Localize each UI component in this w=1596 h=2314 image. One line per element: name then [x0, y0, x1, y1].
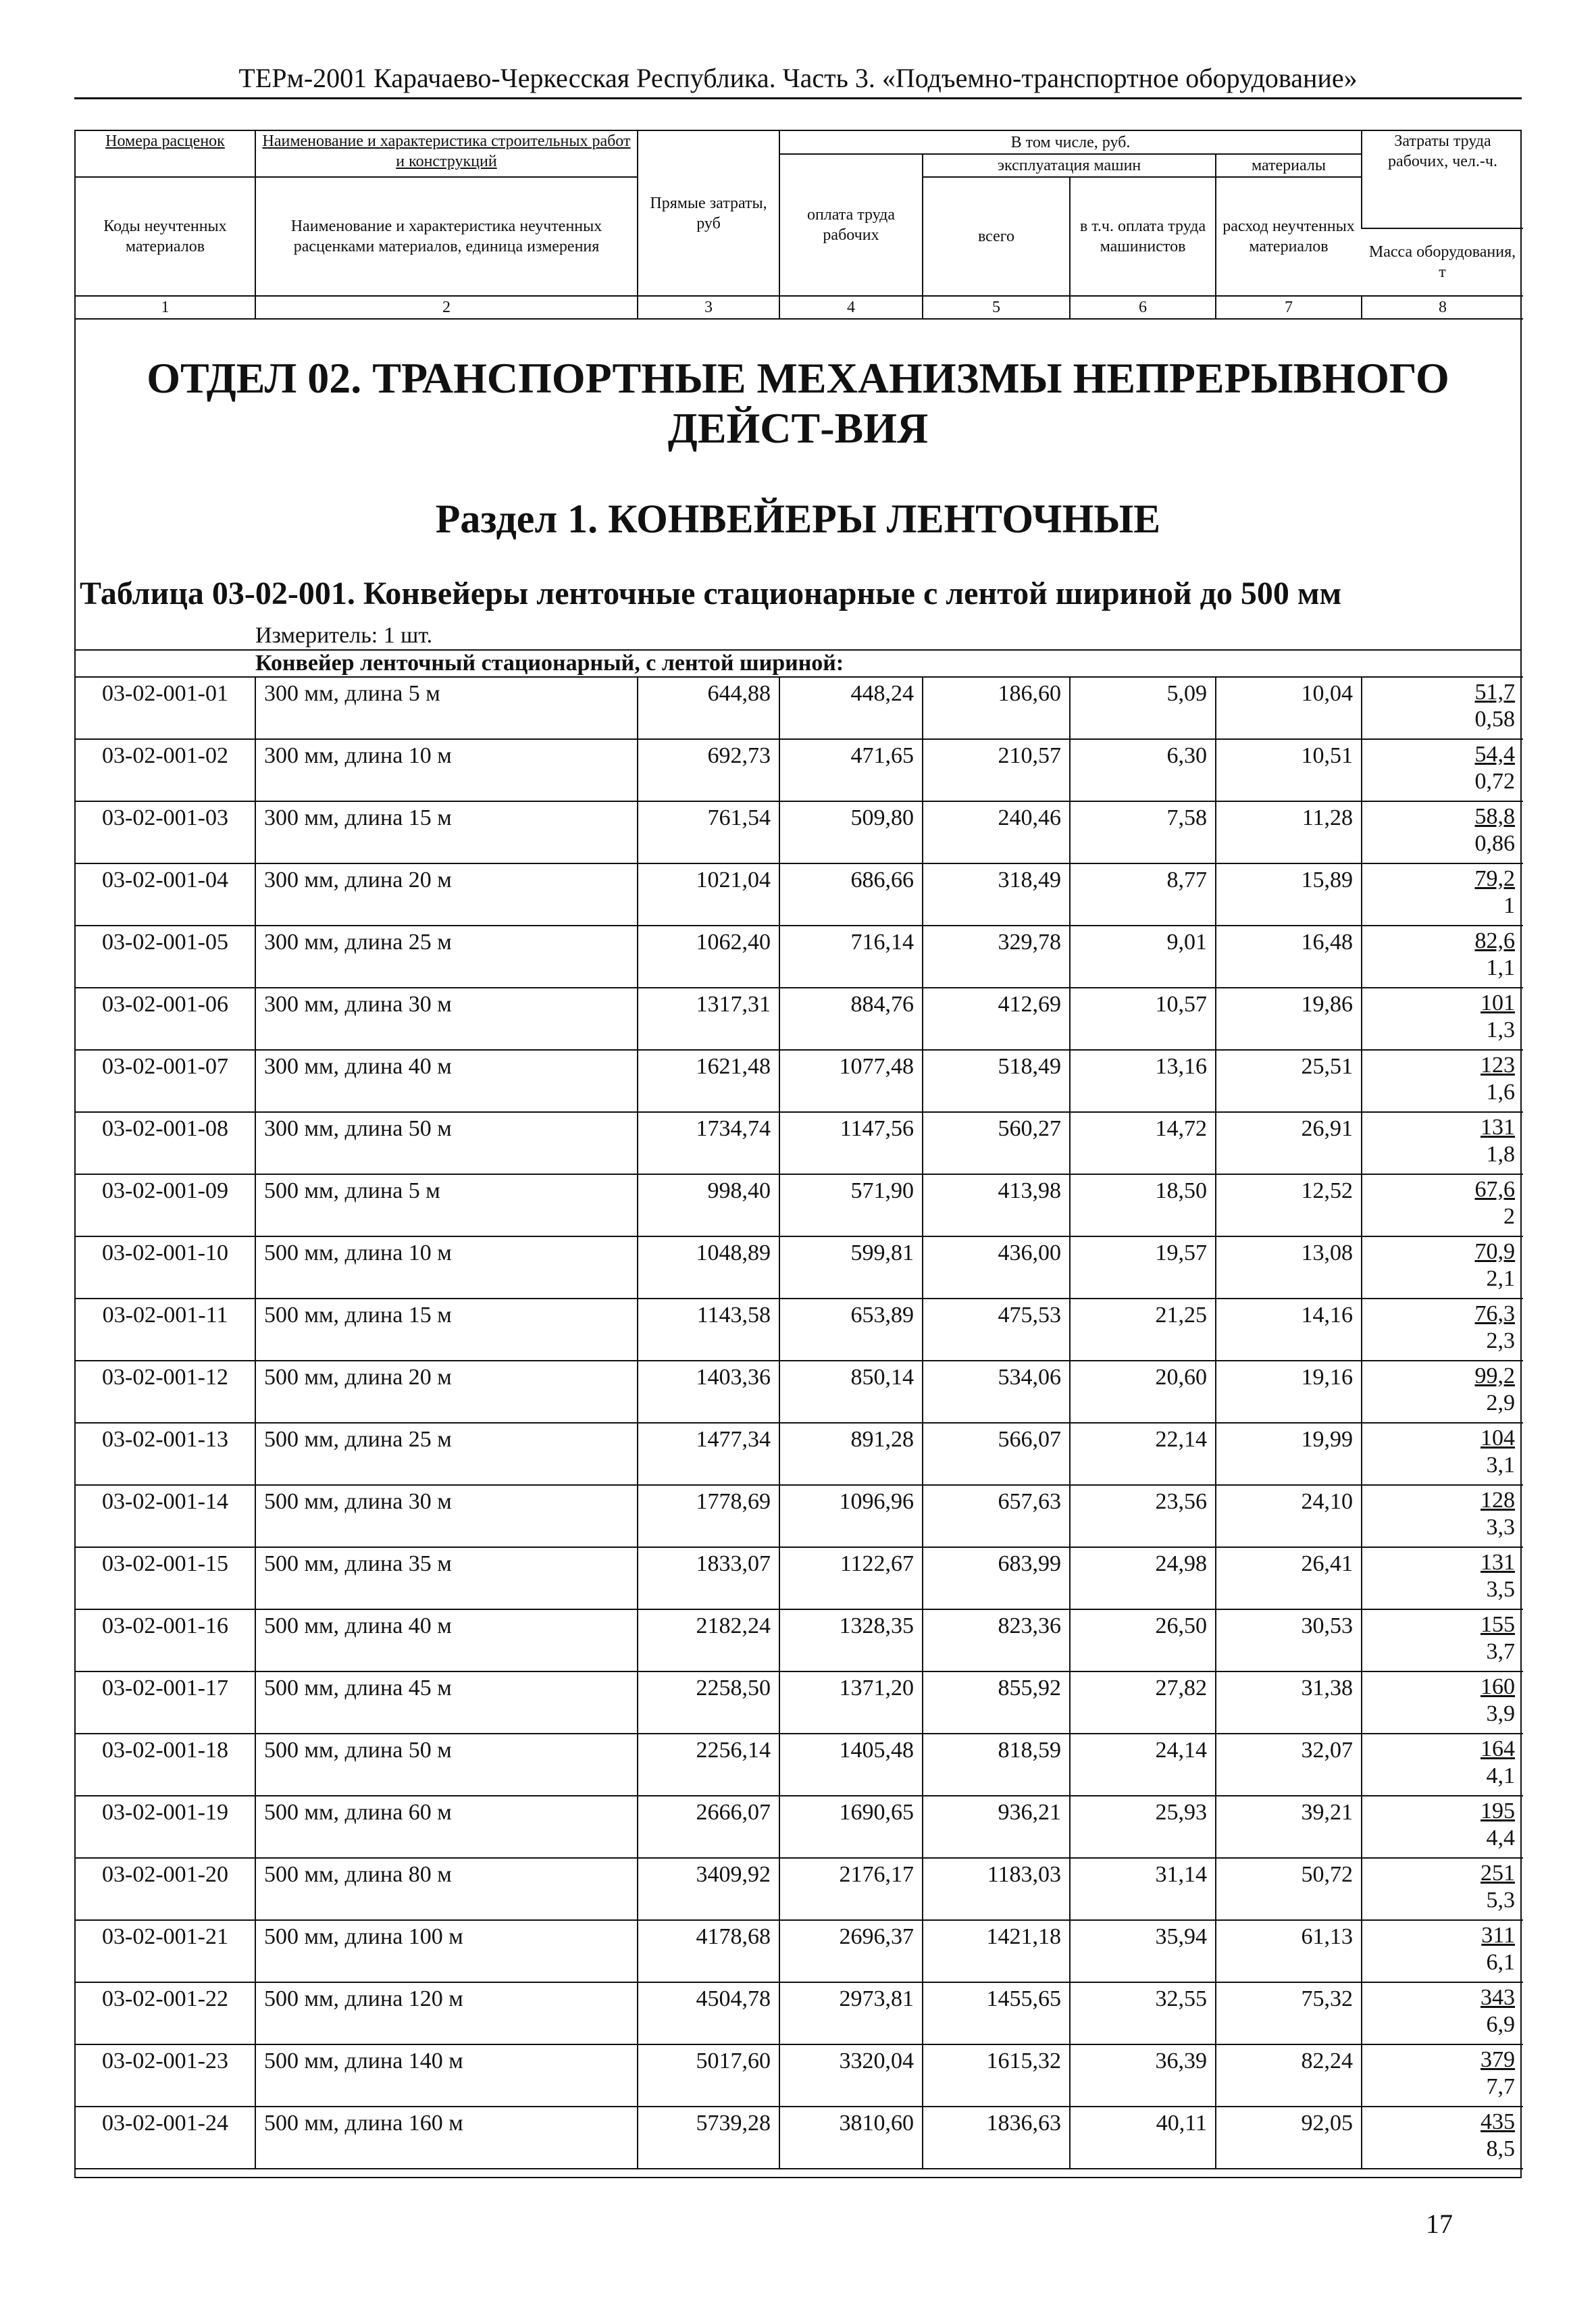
- labor-hours-value: 70,9: [1474, 1239, 1515, 1264]
- machines-total-cell: 1455,65: [923, 1982, 1070, 2044]
- direct-cost-cell: 4504,78: [638, 1982, 779, 2044]
- col1-header-bottom: Коды неучтенных материалов: [76, 177, 255, 296]
- equipment-mass-value: 7,7: [1486, 2074, 1515, 2099]
- labor-hours-value: 131: [1481, 1550, 1515, 1575]
- table-row: [76, 1982, 1523, 2044]
- labor-pay-cell: 509,80: [779, 801, 923, 863]
- labor-pay-cell: 3810,60: [779, 2107, 923, 2169]
- labor-mass-cell: [1362, 2107, 1523, 2169]
- machines-total-cell: 560,27: [923, 1112, 1070, 1174]
- direct-cost-cell: 1734,74: [638, 1112, 779, 1174]
- equipment-mass-value: 0,72: [1474, 769, 1515, 794]
- labor-hours-value: 104: [1481, 1426, 1515, 1451]
- col2-header-bottom: Наименование и характеристика неучтенных расценками материалов, единица измерения: [255, 177, 638, 296]
- equipment-mass-value: 3,7: [1486, 1639, 1515, 1664]
- labor-mass-cell: [1362, 1299, 1523, 1361]
- materials-cell: 25,51: [1216, 1050, 1362, 1112]
- labor-hours-value: 160: [1481, 1674, 1515, 1699]
- materials-cell: 75,32: [1216, 1982, 1362, 2044]
- rate-code-cell: 03-02-001-19: [76, 1796, 255, 1858]
- equipment-mass-value: 2,9: [1486, 1390, 1515, 1415]
- operators-pay-cell: 14,72: [1070, 1112, 1216, 1174]
- labor-hours-value: 379: [1481, 2047, 1515, 2072]
- labor-pay-cell: 653,89: [779, 1299, 923, 1361]
- col8-header-bottom: Масса оборудования, т: [1362, 228, 1523, 296]
- table-row: [76, 926, 1523, 988]
- operators-pay-cell: 27,82: [1070, 1671, 1216, 1734]
- labor-pay-cell: 448,24: [779, 677, 923, 739]
- labor-hours-value: 311: [1481, 1923, 1515, 1948]
- rate-code-cell: 03-02-001-23: [76, 2044, 255, 2107]
- direct-cost-cell: 761,54: [638, 801, 779, 863]
- operators-pay-cell: 10,57: [1070, 988, 1216, 1050]
- rate-name-cell: 500 мм, длина 30 м: [255, 1485, 638, 1547]
- machines-total-cell: 1836,63: [923, 2107, 1070, 2169]
- rate-code-cell: 03-02-001-08: [76, 1112, 255, 1174]
- table-row: [76, 1050, 1523, 1112]
- materials-cell: 24,10: [1216, 1485, 1362, 1547]
- labor-pay-cell: 686,66: [779, 863, 923, 926]
- materials-cell: 19,86: [1216, 988, 1362, 1050]
- labor-hours-value: 155: [1481, 1612, 1515, 1637]
- labor-pay-cell: 599,81: [779, 1236, 923, 1299]
- machines-total-cell: 412,69: [923, 988, 1070, 1050]
- direct-cost-cell: 692,73: [638, 739, 779, 801]
- direct-cost-cell: 1021,04: [638, 863, 779, 926]
- equipment-mass-value: 8,5: [1486, 2136, 1515, 2161]
- labor-mass-cell: [1362, 1734, 1523, 1796]
- direct-cost-cell: 4178,68: [638, 1920, 779, 1982]
- labor-pay-cell: 1328,35: [779, 1609, 923, 1671]
- rate-code-cell: 03-02-001-17: [76, 1671, 255, 1734]
- equipment-mass-value: 4,4: [1486, 1826, 1515, 1851]
- materials-cell: 39,21: [1216, 1796, 1362, 1858]
- machines-total-cell: 855,92: [923, 1671, 1070, 1734]
- machines-total-cell: 683,99: [923, 1547, 1070, 1609]
- direct-cost-cell: 1062,40: [638, 926, 779, 988]
- table-row: [76, 1485, 1523, 1547]
- col3-header: Прямые затраты, руб: [638, 131, 779, 296]
- rate-name-cell: 500 мм, длина 5 м: [255, 1174, 638, 1236]
- labor-hours-value: 76,3: [1474, 1301, 1515, 1326]
- labor-pay-cell: 1147,56: [779, 1112, 923, 1174]
- materials-cell: 16,48: [1216, 926, 1362, 988]
- equipment-mass-value: 3,5: [1486, 1577, 1515, 1602]
- table-row: [76, 1671, 1523, 1734]
- rate-code-cell: 03-02-001-24: [76, 2107, 255, 2169]
- table-row: [76, 1920, 1523, 1982]
- materials-cell: 15,89: [1216, 863, 1362, 926]
- rate-code-cell: 03-02-001-12: [76, 1361, 255, 1423]
- rate-code-cell: 03-02-001-13: [76, 1423, 255, 1485]
- equipment-mass-value: 3,9: [1486, 1701, 1515, 1726]
- materials-cell: 31,38: [1216, 1671, 1362, 1734]
- machines-total-cell: 1615,32: [923, 2044, 1070, 2107]
- machines-total-cell: 518,49: [923, 1050, 1070, 1112]
- operators-pay-cell: 21,25: [1070, 1299, 1216, 1361]
- machines-total-cell: 186,60: [923, 677, 1070, 739]
- rate-code-cell: 03-02-001-15: [76, 1547, 255, 1609]
- labor-pay-cell: 1371,20: [779, 1671, 923, 1734]
- column-number: 2: [255, 296, 638, 319]
- column-number: 6: [1070, 296, 1216, 319]
- column-number: 7: [1216, 296, 1362, 319]
- rate-name-cell: 500 мм, длина 50 м: [255, 1734, 638, 1796]
- machines-total-cell: 936,21: [923, 1796, 1070, 1858]
- labor-pay-cell: 2973,81: [779, 1982, 923, 2044]
- labor-pay-cell: 1096,96: [779, 1485, 923, 1547]
- equipment-mass-value: 3,3: [1486, 1515, 1515, 1540]
- rate-name-cell: 300 мм, длина 15 м: [255, 801, 638, 863]
- table-row: [76, 1609, 1523, 1671]
- operators-pay-cell: 26,50: [1070, 1609, 1216, 1671]
- labor-mass-cell: [1362, 1423, 1523, 1485]
- labor-hours-value: 251: [1481, 1861, 1515, 1886]
- rate-name-cell: 300 мм, длина 50 м: [255, 1112, 638, 1174]
- direct-cost-cell: 2256,14: [638, 1734, 779, 1796]
- rate-name-cell: 300 мм, длина 10 м: [255, 739, 638, 801]
- col5-header: всего: [923, 177, 1070, 296]
- rate-code-cell: 03-02-001-07: [76, 1050, 255, 1112]
- machines-total-cell: 318,49: [923, 863, 1070, 926]
- materials-cell: 12,52: [1216, 1174, 1362, 1236]
- direct-cost-cell: 2258,50: [638, 1671, 779, 1734]
- direct-cost-cell: 644,88: [638, 677, 779, 739]
- equipment-mass-value: 1,3: [1486, 1017, 1515, 1042]
- labor-pay-cell: 2176,17: [779, 1858, 923, 1920]
- materials-cell: 30,53: [1216, 1609, 1362, 1671]
- rate-code-cell: 03-02-001-14: [76, 1485, 255, 1547]
- labor-pay-cell: 2696,37: [779, 1920, 923, 1982]
- operators-pay-cell: 40,11: [1070, 2107, 1216, 2169]
- operators-pay-cell: 6,30: [1070, 739, 1216, 801]
- rate-name-cell: 300 мм, длина 20 м: [255, 863, 638, 926]
- labor-pay-cell: 716,14: [779, 926, 923, 988]
- operators-pay-cell: 9,01: [1070, 926, 1216, 988]
- table-row: [76, 1734, 1523, 1796]
- rate-name-cell: 300 мм, длина 30 м: [255, 988, 638, 1050]
- operators-pay-cell: 18,50: [1070, 1174, 1216, 1236]
- labor-mass-cell: [1362, 863, 1523, 926]
- rate-name-cell: 300 мм, длина 40 м: [255, 1050, 638, 1112]
- direct-cost-cell: 2182,24: [638, 1609, 779, 1671]
- operators-pay-cell: 20,60: [1070, 1361, 1216, 1423]
- labor-mass-cell: [1362, 801, 1523, 863]
- table-row: [76, 1796, 1523, 1858]
- labor-hours-value: 195: [1481, 1799, 1515, 1823]
- rate-name-cell: 300 мм, длина 25 м: [255, 926, 638, 988]
- rate-name-cell: 500 мм, длина 160 м: [255, 2107, 638, 2169]
- labor-hours-value: 343: [1481, 1985, 1515, 2010]
- materials-cell: 13,08: [1216, 1236, 1362, 1299]
- rate-name-cell: 500 мм, длина 100 м: [255, 1920, 638, 1982]
- measure-unit: Измеритель: 1 шт.: [255, 623, 433, 648]
- rate-name-cell: 500 мм, длина 40 м: [255, 1609, 638, 1671]
- operators-pay-cell: 35,94: [1070, 1920, 1216, 1982]
- labor-mass-cell: [1362, 1796, 1523, 1858]
- rate-name-cell: 500 мм, длина 120 м: [255, 1982, 638, 2044]
- table-row: [76, 2044, 1523, 2107]
- labor-mass-cell: [1362, 1609, 1523, 1671]
- labor-mass-cell: [1362, 1050, 1523, 1112]
- page-number: 17: [1426, 2209, 1453, 2239]
- labor-hours-value: 131: [1481, 1115, 1515, 1140]
- direct-cost-cell: 998,40: [638, 1174, 779, 1236]
- labor-mass-cell: [1362, 1547, 1523, 1609]
- rate-code-cell: 03-02-001-09: [76, 1174, 255, 1236]
- rate-name-cell: 300 мм, длина 5 м: [255, 677, 638, 739]
- labor-hours-value: 67,6: [1474, 1177, 1515, 1202]
- machines-total-cell: 818,59: [923, 1734, 1070, 1796]
- labor-mass-cell: [1362, 1858, 1523, 1920]
- direct-cost-cell: 2666,07: [638, 1796, 779, 1858]
- rate-code-cell: 03-02-001-01: [76, 677, 255, 739]
- direct-cost-cell: 1833,07: [638, 1547, 779, 1609]
- materials-cell: 19,16: [1216, 1361, 1362, 1423]
- labor-hours-value: 123: [1481, 1053, 1515, 1078]
- table-row: [76, 677, 1523, 739]
- col7-header: расход неучтенных материалов: [1216, 177, 1362, 296]
- document-frame: [74, 130, 1522, 2178]
- rate-code-cell: 03-02-001-18: [76, 1734, 255, 1796]
- section-heading: Раздел 1. КОНВЕЙЕРЫ ЛЕНТОЧНЫЕ: [435, 497, 1161, 541]
- labor-hours-value: 79,2: [1474, 866, 1515, 891]
- rate-name-cell: 500 мм, длина 35 м: [255, 1547, 638, 1609]
- page-header-title: ТЕРм-2001 Карачаево-Черкесская Республика. Часть 3. «Подъемно-транспортное оборудование»: [74, 62, 1522, 99]
- materials-cell: 10,04: [1216, 677, 1362, 739]
- materials-cell: 10,51: [1216, 739, 1362, 801]
- direct-cost-cell: 5739,28: [638, 2107, 779, 2169]
- col4-header: оплата труда рабочих: [779, 154, 923, 296]
- machines-total-cell: 413,98: [923, 1174, 1070, 1236]
- table-title: Таблица 03-02-001. Конвейеры ленточные стационарные с лентой шириной до 500 мм: [80, 576, 1342, 611]
- table-row: [76, 863, 1523, 926]
- rate-name-cell: 500 мм, длина 20 м: [255, 1361, 638, 1423]
- labor-pay-cell: 1690,65: [779, 1796, 923, 1858]
- direct-cost-cell: 1778,69: [638, 1485, 779, 1547]
- machines-total-cell: 240,46: [923, 801, 1070, 863]
- materials-cell: 61,13: [1216, 1920, 1362, 1982]
- labor-mass-cell: [1362, 1485, 1523, 1547]
- column-number: 4: [779, 296, 923, 319]
- rate-name-cell: 500 мм, длина 60 м: [255, 1796, 638, 1858]
- labor-pay-cell: 1077,48: [779, 1050, 923, 1112]
- labor-hours-value: 58,8: [1474, 804, 1515, 829]
- labor-hours-value: 101: [1481, 990, 1515, 1015]
- group-label: Конвейер ленточный стационарный, с лентой шириной:: [76, 649, 1520, 676]
- labor-mass-cell: [1362, 926, 1523, 988]
- operators-pay-cell: 13,16: [1070, 1050, 1216, 1112]
- direct-cost-cell: 1621,48: [638, 1050, 779, 1112]
- labor-pay-cell: 571,90: [779, 1174, 923, 1236]
- rate-name-cell: 500 мм, длина 25 м: [255, 1423, 638, 1485]
- labor-pay-cell: 1405,48: [779, 1734, 923, 1796]
- direct-cost-cell: 5017,60: [638, 2044, 779, 2107]
- machines-total-cell: 436,00: [923, 1236, 1070, 1299]
- machines-total-cell: 823,36: [923, 1609, 1070, 1671]
- labor-mass-cell: [1362, 988, 1523, 1050]
- machines-total-cell: 657,63: [923, 1485, 1070, 1547]
- labor-mass-cell: [1362, 1920, 1523, 1982]
- col8-header-top: Затраты труда рабочих, чел.-ч.: [1362, 131, 1523, 228]
- rate-code-cell: 03-02-001-20: [76, 1858, 255, 1920]
- labor-pay-cell: 891,28: [779, 1423, 923, 1485]
- labor-mass-cell: [1362, 1112, 1523, 1174]
- equipment-mass-value: 4,1: [1486, 1763, 1515, 1788]
- operators-pay-cell: 25,93: [1070, 1796, 1216, 1858]
- labor-mass-cell: [1362, 1174, 1523, 1236]
- operators-pay-cell: 23,56: [1070, 1485, 1216, 1547]
- machines-total-cell: 475,53: [923, 1299, 1070, 1361]
- rate-code-cell: 03-02-001-03: [76, 801, 255, 863]
- column-number: 5: [923, 296, 1070, 319]
- equipment-mass-value: 6,9: [1486, 2012, 1515, 2037]
- equipment-mass-value: 6,1: [1486, 1950, 1515, 1975]
- labor-hours-value: 128: [1481, 1488, 1515, 1513]
- machines-total-cell: 534,06: [923, 1361, 1070, 1423]
- rate-code-cell: 03-02-001-04: [76, 863, 255, 926]
- operators-pay-cell: 31,14: [1070, 1858, 1216, 1920]
- table-row: [76, 1112, 1523, 1174]
- operators-pay-cell: 19,57: [1070, 1236, 1216, 1299]
- equipment-mass-value: 5,3: [1486, 1888, 1515, 1913]
- labor-hours-value: 54,4: [1474, 742, 1515, 767]
- table-row: [76, 2107, 1523, 2169]
- equipment-mass-value: 2: [1503, 1204, 1515, 1229]
- table-row: [76, 988, 1523, 1050]
- equipment-mass-value: 0,58: [1474, 707, 1515, 732]
- column-number: 1: [76, 296, 255, 319]
- rate-name-cell: 500 мм, длина 15 м: [255, 1299, 638, 1361]
- rate-name-cell: 500 мм, длина 80 м: [255, 1858, 638, 1920]
- labor-mass-cell: [1362, 739, 1523, 801]
- labor-mass-cell: [1362, 2044, 1523, 2107]
- labor-pay-cell: 471,65: [779, 739, 923, 801]
- materials-cell: 26,91: [1216, 1112, 1362, 1174]
- direct-cost-cell: 1143,58: [638, 1299, 779, 1361]
- equipment-mass-value: 2,1: [1486, 1266, 1515, 1291]
- materials-cell: 14,16: [1216, 1299, 1362, 1361]
- table-row: [76, 1361, 1523, 1423]
- materials-cell: 50,72: [1216, 1858, 1362, 1920]
- materials-cell: 19,99: [1216, 1423, 1362, 1485]
- rate-code-cell: 03-02-001-21: [76, 1920, 255, 1982]
- rate-code-cell: 03-02-001-10: [76, 1236, 255, 1299]
- labor-hours-value: 435: [1481, 2109, 1515, 2134]
- equipment-mass-value: 3,1: [1486, 1453, 1515, 1478]
- col2-header-top: Наименование и характеристика строительных работ и конструкций: [255, 131, 638, 177]
- rate-code-cell: 03-02-001-22: [76, 1982, 255, 2044]
- table-row: [76, 739, 1523, 801]
- table-row: [76, 1299, 1523, 1361]
- equipment-mass-value: 2,3: [1486, 1328, 1515, 1353]
- operators-pay-cell: 7,58: [1070, 801, 1216, 863]
- column-header-table: [76, 131, 1523, 320]
- col6-header: в т.ч. оплата труда машинистов: [1070, 177, 1216, 296]
- labor-mass-cell: [1362, 677, 1523, 739]
- table-row: [76, 1236, 1523, 1299]
- group-header-exploitation: эксплуатация машин: [923, 154, 1216, 177]
- rate-name-cell: 500 мм, длина 45 м: [255, 1671, 638, 1734]
- materials-cell: 92,05: [1216, 2107, 1362, 2169]
- direct-cost-cell: 1477,34: [638, 1423, 779, 1485]
- machines-total-cell: 566,07: [923, 1423, 1070, 1485]
- machines-total-cell: 329,78: [923, 926, 1070, 988]
- labor-mass-cell: [1362, 1982, 1523, 2044]
- group-header-in-that: В том числе, руб.: [779, 131, 1362, 154]
- materials-cell: 32,07: [1216, 1734, 1362, 1796]
- column-number: 8: [1362, 296, 1523, 319]
- rate-code-cell: 03-02-001-11: [76, 1299, 255, 1361]
- equipment-mass-value: 0,86: [1474, 831, 1515, 856]
- machines-total-cell: 210,57: [923, 739, 1070, 801]
- table-row: [76, 1423, 1523, 1485]
- labor-pay-cell: 3320,04: [779, 2044, 923, 2107]
- rate-code-cell: 03-02-001-06: [76, 988, 255, 1050]
- labor-mass-cell: [1362, 1236, 1523, 1299]
- table-row: [76, 1858, 1523, 1920]
- operators-pay-cell: 8,77: [1070, 863, 1216, 926]
- labor-mass-cell: [1362, 1671, 1523, 1734]
- direct-cost-cell: 1048,89: [638, 1236, 779, 1299]
- labor-hours-value: 99,2: [1474, 1363, 1515, 1388]
- equipment-mass-value: 1,8: [1486, 1142, 1515, 1167]
- operators-pay-cell: 32,55: [1070, 1982, 1216, 2044]
- rate-code-cell: 03-02-001-16: [76, 1609, 255, 1671]
- direct-cost-cell: 3409,92: [638, 1858, 779, 1920]
- group-header-materials: материалы: [1216, 154, 1362, 177]
- labor-hours-value: 164: [1481, 1736, 1515, 1761]
- price-table: [76, 676, 1523, 2169]
- labor-pay-cell: 1122,67: [779, 1547, 923, 1609]
- operators-pay-cell: 22,14: [1070, 1423, 1216, 1485]
- operators-pay-cell: 24,98: [1070, 1547, 1216, 1609]
- equipment-mass-value: 1,6: [1486, 1080, 1515, 1105]
- direct-cost-cell: 1403,36: [638, 1361, 779, 1423]
- equipment-mass-value: 1: [1503, 893, 1515, 918]
- labor-hours-value: 51,7: [1474, 680, 1515, 705]
- machines-total-cell: 1183,03: [923, 1858, 1070, 1920]
- materials-cell: 11,28: [1216, 801, 1362, 863]
- rate-code-cell: 03-02-001-05: [76, 926, 255, 988]
- labor-pay-cell: 850,14: [779, 1361, 923, 1423]
- department-heading: ОТДЕЛ 02. ТРАНСПОРТНЫЕ МЕХАНИЗМЫ НЕПРЕРЫВНОГО ДЕЙСТ-ВИЯ: [147, 354, 1449, 452]
- equipment-mass-value: 1,1: [1486, 955, 1515, 980]
- col1-header-top: Номера расценок: [76, 131, 255, 177]
- machines-total-cell: 1421,18: [923, 1920, 1070, 1982]
- rate-name-cell: 500 мм, длина 10 м: [255, 1236, 638, 1299]
- direct-cost-cell: 1317,31: [638, 988, 779, 1050]
- table-row: [76, 801, 1523, 863]
- labor-hours-value: 82,6: [1474, 928, 1515, 953]
- operators-pay-cell: 5,09: [1070, 677, 1216, 739]
- table-row: [76, 1174, 1523, 1236]
- rate-name-cell: 500 мм, длина 140 м: [255, 2044, 638, 2107]
- materials-cell: 26,41: [1216, 1547, 1362, 1609]
- column-number: 3: [638, 296, 779, 319]
- table-row: [76, 1547, 1523, 1609]
- operators-pay-cell: 24,14: [1070, 1734, 1216, 1796]
- labor-pay-cell: 884,76: [779, 988, 923, 1050]
- operators-pay-cell: 36,39: [1070, 2044, 1216, 2107]
- rate-code-cell: 03-02-001-02: [76, 739, 255, 801]
- materials-cell: 82,24: [1216, 2044, 1362, 2107]
- labor-mass-cell: [1362, 1361, 1523, 1423]
